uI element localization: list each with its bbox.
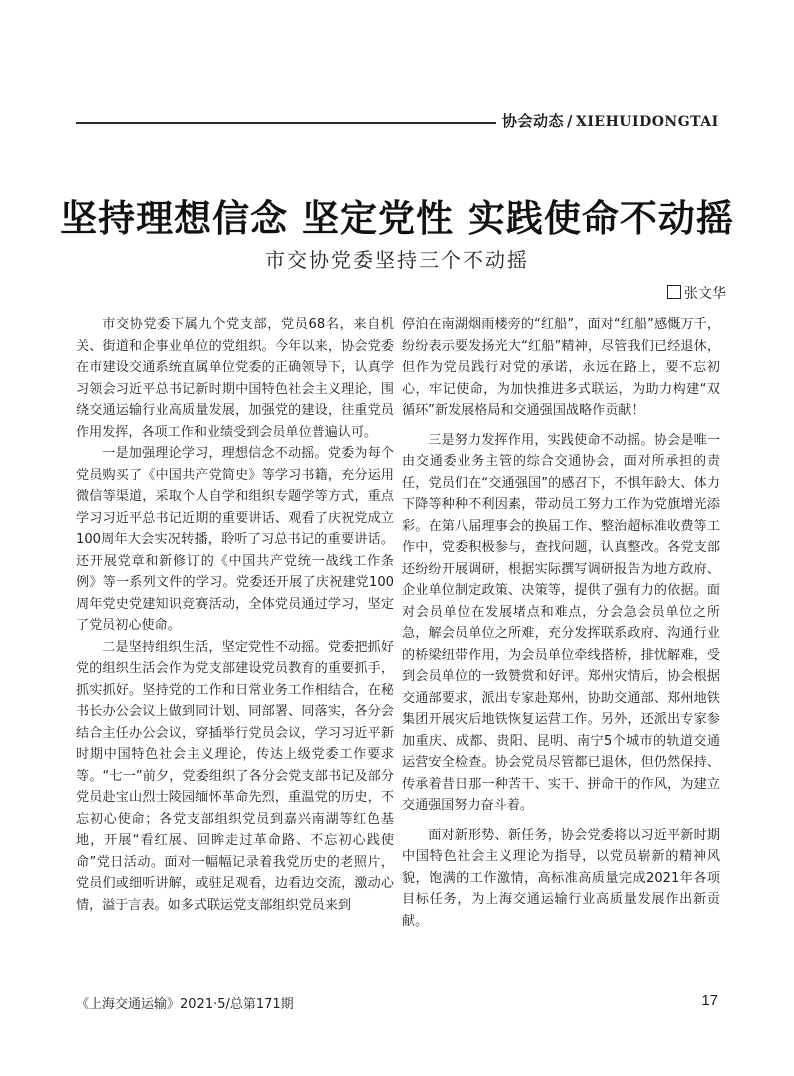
article-title: 坚持理想信念 坚定党性 实践使命不动摇 (60, 196, 734, 240)
page-number: 17 (701, 992, 718, 1009)
paragraph-conclusion: 面对新形势、新任务，协会党委将以习近平新时期中国特色社会主义理论为指导，以党员崭新的精神风貌，饱满的工作激情，高标准高质量完成2021年各项目标任务，为上海交通运输行业高质量发展作出新贡献。 (402, 827, 720, 929)
article-subtitle: 市交协党委坚持三个不动摇 (265, 248, 529, 272)
paragraph-point-two: 二是坚持组织生活，坚定党性不动摇。党委把抓好党的组织生活会作为党支部建设党员教育的重要抓手，抓实抓好。坚持党的工作和日常业务工作相结合，在秘书长办公会议上做到同计划、同部署、同落实，各分会结合主任办公会议，穿插举行党员会议，学习习近平新时期中国特色社会主义理论，传达上级党委工作要求等。“七一”前夕，党委组织了各分会党支部书记及部分党员赴宝山烈士陵园缅怀革命先烈，重温党的历史，不忘初心使命；各党支部组织党员到嘉兴南湖等红色基地，开展“看红展、回眸走过革命路、不忘初心践使命”党日活动。面对一幅幅记录着我党历史的老照片，党员们或细听讲解，或驻足观看，边看边交流，激动心情，溢于言表。如多式联运党支部组织党员来到 (76, 639, 394, 913)
section-name-en: XIEHUIDONGTAI (576, 114, 719, 130)
paragraph-point-three: 三是努力发挥作用，实践使命不动摇。协会是唯一由交通委业务主管的综合交通协会，面对所承担的责任，党员们在“交通强国”的感召下，不惧年龄大、体力下降等种种不利因素，带动员工努力工作为党旗增光添彩。在第八届理事会的换届工作、整治超标准收费等工作中，党委积极参与，查找问题，认真整改。各党支部还纷纷开展调研，根据实际撰写调研报告为地方政府、企业单位制定政策、决策等，提供了强有力的依据。面对会员单位在发展堵点和难点，分会急会员单位之所急，解会员单位之所难，充分发挥联系政府、沟通行业的桥梁纽带作用，为会员单位牵线搭桥，排忧解难，受到会员单位的一致赞赏和好评。郑州灾情后，协会根据交通部要求，派出专家赴郑州，协助交通部、郑州地铁集团开展灾后地铁恢复运营工作。另外，还派出专家参加重庆、成都、贵阳、昆明、南宁5个城市的轨道交通运营安全检查。协会党员尽管都已退休，但仍然保持、传承着昔日那一种苦干、实干、拼命干的作风，为建立交通强国努力奋斗着。 (402, 432, 720, 813)
author-byline (667, 283, 726, 303)
left-column (76, 314, 394, 916)
header-rule (76, 122, 496, 124)
paragraph-point-two-continued: 停泊在南湖烟雨楼旁的“红船”，面对“红船”感慨万千，纷纷表示要发扬光大“红船”精神，尽管我们已经退休，但作为党员践行对党的承诺，永远在路上，要不忘初心，牢记使命，为加快推进多式联运，为助力构建“双循环”新发展格局和交通强国战略作贡献！ (402, 317, 720, 418)
paragraph-intro: 市交协党委下属九个党支部，党员68名，来自机关、街道和企事业单位的党组织。今年以来，协会党委在市建设交通系统直属单位党委的正确领导下，认真学习领会习近平总书记新时期中国特色社会主义理论，围绕交通运输行业高质量发展，加强党的建设，往重党员作用发挥，各项工作和业绩受到会员单位普遍认可。 (76, 317, 394, 440)
section-name-cn: 协会动态 (502, 112, 565, 130)
paragraph-point-one: 一是加强理论学习，理想信念不动摇。党委为每个党员购买了《中国共产党简史》等学习书籍，充分运用微信等渠道，采取个人自学和组织专题学等方式，重点学习习近平总书记近期的重要讲话、观看了庆祝党成立100周年大会实况转播，聆听了习总书记的重要讲话。还开展党章和新修订的《中国共产党统一战线工作条例》等一系列文件的学习。党委还开展了庆祝建党100周年党史党建知识竞赛活动，全体党员通过学习，坚定了党员初心使命。 (76, 446, 394, 633)
section-header (502, 110, 719, 131)
right-column (402, 314, 720, 932)
author-box-icon (667, 285, 681, 299)
journal-citation: 《上海交通运输》2021·5/总第171期 (76, 997, 294, 1012)
author-name: 张文华 (684, 286, 726, 302)
section-separator: / (567, 112, 573, 130)
